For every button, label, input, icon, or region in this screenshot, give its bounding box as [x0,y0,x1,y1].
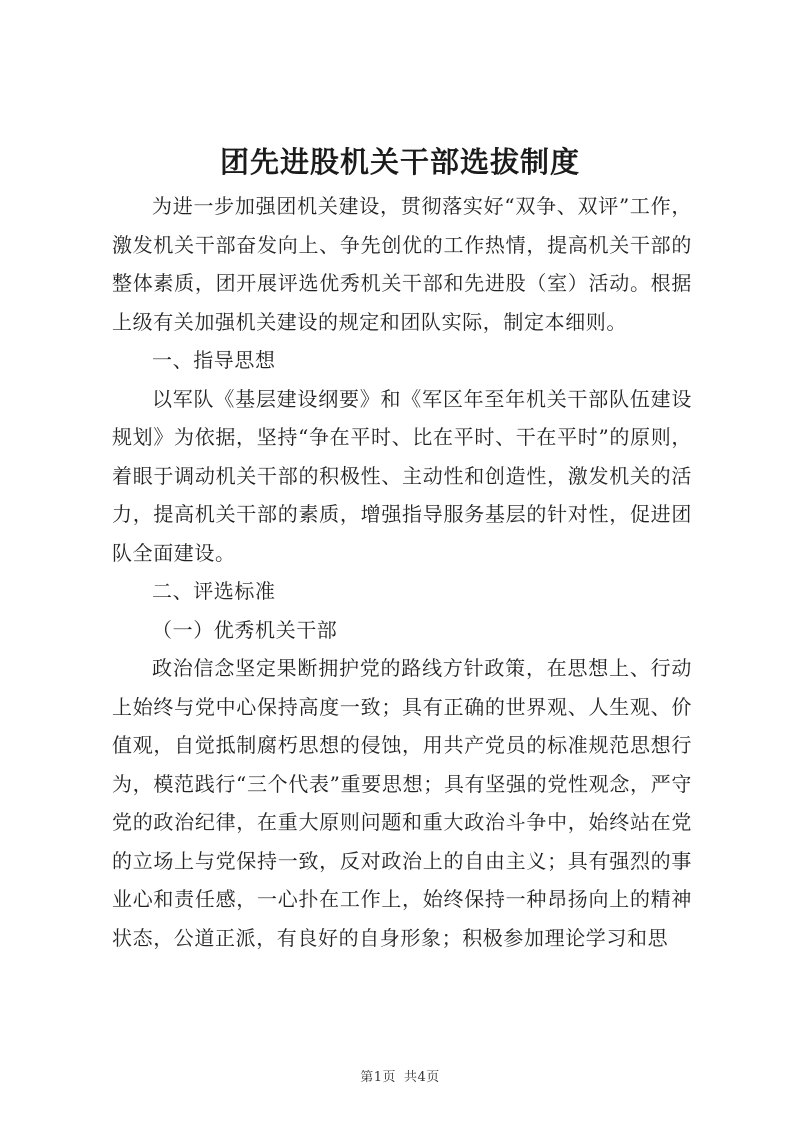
subsection-heading-outstanding-cadres: （一）优秀机关干部 [152,617,338,642]
intro-paragraph: 为进一步加强团机关建设，贯彻落实好“双争、双评”工作，激发机关干部奋发向上、争先创优的工作热情，提高机关干部的整体素质，团开展评选优秀机关干部和先进股（室）活动。根据上级有关加强机关建设的规定和团队实际，制定本细则。 [112,194,692,334]
section-heading-selection-criteria: 二、评选标准 [152,579,276,603]
page-total: 共4页 [404,1070,440,1085]
guiding-ideology-paragraph: 以军队《基层建设纲要》和《军区年至年机关干部队伍建设规划》为依据，坚持“争在平时、比在平时、干在平时”的原则，着眼于调动机关干部的积极性、主动性和创造性，激发机关的活力，提高机关干部的素质，增强指导服务基层的针对性，促进团队全面建设。 [112,386,692,565]
document-body [112,187,692,957]
section-heading-guiding-ideology: 一、指导思想 [152,348,276,372]
page-footer [0,1066,800,1085]
page-number: 第1页 [360,1070,396,1085]
criteria-paragraph: 政治信念坚定果断拥护党的路线方针政策，在思想上、行动上始终与党中心保持高度一致；具有正确的世界观、人生观、价值观，自觉抵制腐朽思想的侵蚀，用共产党员的标准规范思想行为，模范践行“三个代表”重要思想；具有坚强的党性观念，严守党的政治纪律，在重大原则问题和重大政治斗争中，始终站在党的立场上与党保持一致，反对政治上的自由主义；具有强烈的事业心和责任感，一心扑在工作上，始终保持一种昂扬向上的精神状态，公道正派，有良好的自身形象；积极参加理论学习和思 [112,656,692,950]
document-title: 团先进股机关干部选拔制度 [219,145,580,179]
